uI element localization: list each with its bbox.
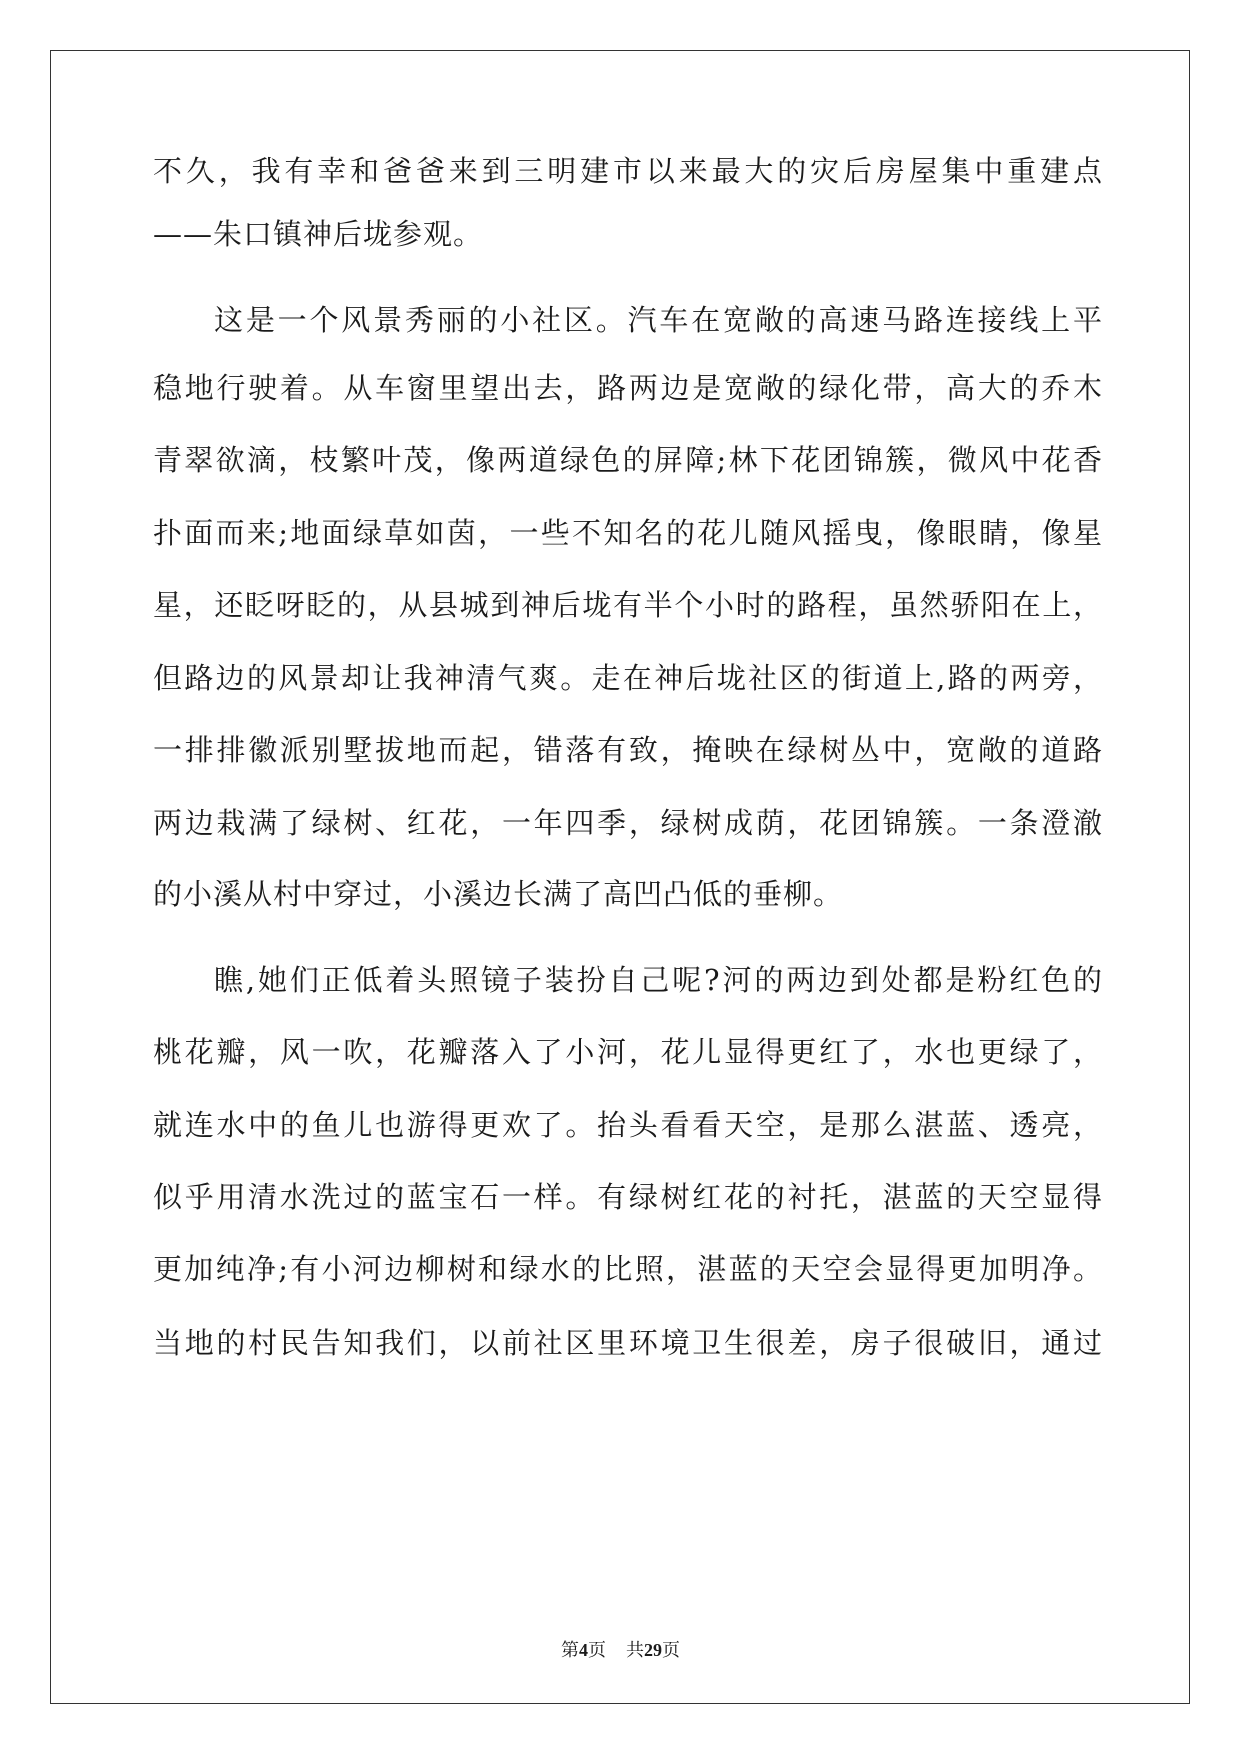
text-line: 更加纯净;有小河边柳树和绿水的比照，湛蓝的天空会显得更加明净。 bbox=[153, 1252, 1103, 1286]
text-line: 瞧,她们正低着头照镜子装扮自己呢?河的两边到处都是粉红色的 bbox=[214, 963, 1103, 997]
page-prefix: 第 bbox=[561, 1640, 579, 1660]
text-line: 星，还眨呀眨的，从县城到神后垅有半个小时的路程，虽然骄阳在上， bbox=[153, 588, 1103, 622]
text-line: 就连水中的鱼儿也游得更欢了。抬头看看天空，是那么湛蓝、透亮， bbox=[153, 1108, 1103, 1142]
text-line: 两边栽满了绿树、红花，一年四季，绿树成荫，花团锦簇。一条澄澈 bbox=[153, 806, 1103, 840]
text-line: 这是一个风景秀丽的小社区。汽车在宽敞的高速马路连接线上平 bbox=[214, 303, 1103, 337]
text-line: 但路边的风景却让我神清气爽。走在神后垅社区的街道上,路的两旁， bbox=[153, 661, 1103, 695]
text-line: 稳地行驶着。从车窗里望出去，路两边是宽敞的绿化带，高大的乔木 bbox=[153, 371, 1103, 405]
total-suffix: 页 bbox=[662, 1640, 680, 1660]
text-line: 当地的村民告知我们，以前社区里环境卫生很差，房子很破旧，通过 bbox=[153, 1326, 1103, 1360]
text-line: 的小溪从村中穿过，小溪边长满了高凹凸低的垂柳。 bbox=[153, 877, 844, 911]
page-number: 4 bbox=[579, 1640, 588, 1660]
text-line: 不久，我有幸和爸爸来到三明建市以来最大的灾后房屋集中重建点 bbox=[153, 154, 1103, 188]
text-line: 扑面而来;地面绿草如茵，一些不知名的花儿随风摇曳，像眼睛，像星 bbox=[153, 516, 1103, 550]
page-footer bbox=[0, 1638, 1241, 1662]
text-line: 青翠欲滴，枝繁叶茂，像两道绿色的屏障;林下花团锦簇，微风中花香 bbox=[153, 443, 1103, 477]
total-prefix: 共 bbox=[626, 1640, 644, 1660]
text-line: 桃花瓣，风一吹，花瓣落入了小河，花儿显得更红了，水也更绿了， bbox=[153, 1035, 1103, 1069]
page-suffix: 页 bbox=[588, 1640, 606, 1660]
text-line: 一排排徽派别墅拔地而起，错落有致，掩映在绿树丛中，宽敞的道路 bbox=[153, 733, 1103, 767]
text-line: 似乎用清水洗过的蓝宝石一样。有绿树红花的衬托，湛蓝的天空显得 bbox=[153, 1180, 1103, 1214]
total-pages: 29 bbox=[644, 1640, 662, 1660]
text-line: ——朱口镇神后垅参观。 bbox=[153, 217, 484, 251]
